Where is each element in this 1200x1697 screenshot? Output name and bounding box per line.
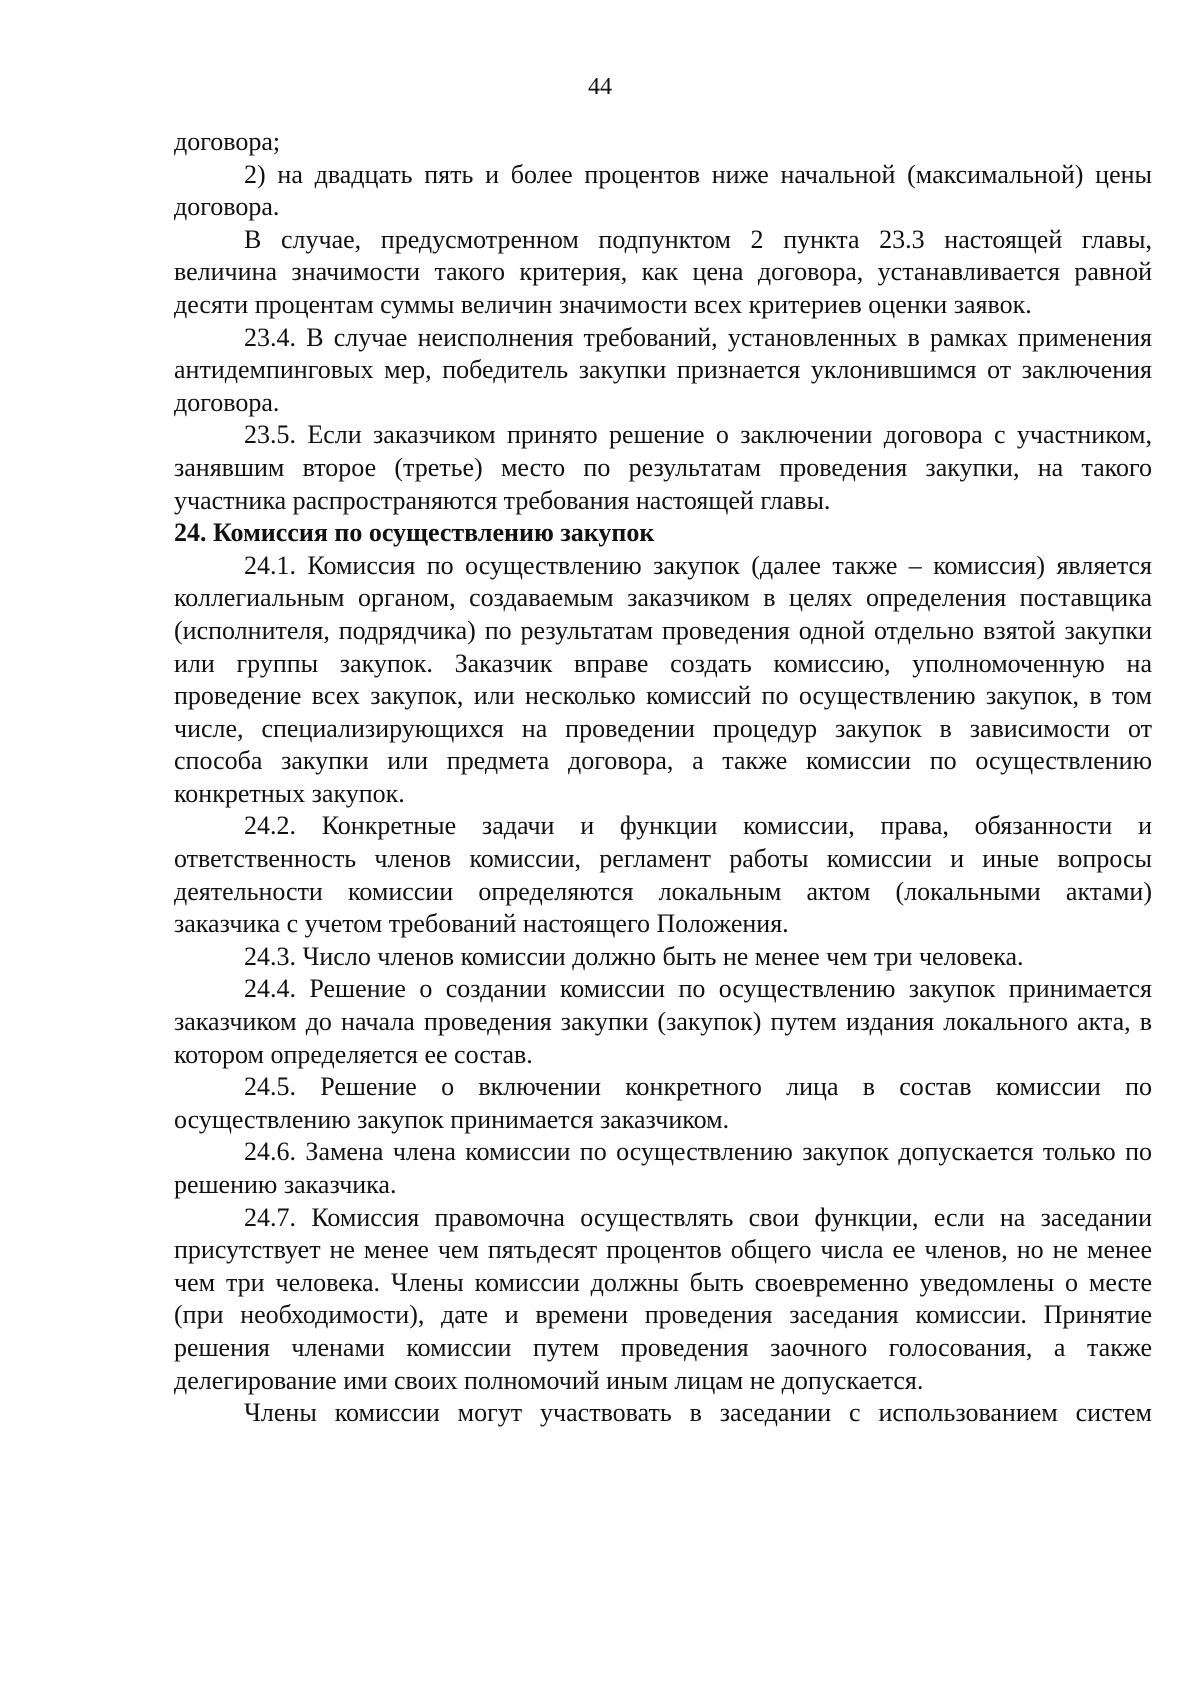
paragraph-23-5: 23.5. Если заказчиком принято решение о заключении договора с участником, занявшим второе (третье) место по результатам проведения закупки, на такого участника распространяются требования настоящей главы. (174, 420, 1152, 515)
paragraph-subitem-2: 2) на двадцать пять и более процентов ниже начальной (максимальной) цены договора. (174, 159, 1152, 222)
page-number: 44 (588, 74, 612, 100)
paragraph-24-6: 24.6. Замена члена комиссии по осуществлению закупок допускается только по решению заказчика. (174, 1137, 1152, 1199)
paragraph-remote-participation: Члены комиссии могут участвовать в заседании с использованием систем (244, 1398, 1152, 1428)
paragraph-24-3: 24.3. Число членов комиссии должно быть не менее чем три человека. (244, 941, 1024, 971)
document-body (174, 126, 1152, 1430)
paragraph-24-7: 24.7. Комиссия правомочна осуществлять свои функции, если на заседании присутствует не менее чем пятьдесят процентов общего числа ее членов, но не менее чем три человека. Члены комиссии должны быть своевременно уведомлены о месте (при необходимости), дате и времени проведения заседания комиссии. Принятие решения членами комиссии путем проведения заочного голосования, а также делегирование ими своих полномочий иным лицам не допускается. (174, 1202, 1152, 1395)
paragraph-24-4: 24.4. Решение о создании комиссии по осуществлению закупок принимается заказчиком до начала проведения закупки (закупок) путем издания локального акта, в котором определяется ее состав. (174, 974, 1152, 1069)
section-title-24: 24. Комиссия по осуществлению закупок (174, 518, 655, 548)
paragraph-24-2: 24.2. Конкретные задачи и функции комиссии, права, обязанности и ответственность членов комиссии, регламент работы комиссии и иные вопросы деятельности комиссии определяются локальным актом (локальными актами) заказчика с учетом требований настоящего Положения. (174, 811, 1152, 939)
paragraph-price-weight: В случае, предусмотренном подпунктом 2 пункта 23.3 настоящей главы, величина значимости такого критерия, как цена договора, устанавливается равной десяти процентам суммы величин значимости всех критериев оценки заявок. (174, 224, 1152, 319)
paragraph-24-5: 24.5. Решение о включении конкретного лица в состав комиссии по осуществлению закупок принимается заказчиком. (174, 1072, 1152, 1134)
paragraph-continuation: договора; (174, 127, 281, 156)
paragraph-24-1: 24.1. Комиссия по осуществлению закупок (далее также – комиссия) является коллегиальным органом, создаваемым заказчиком в целях определения поставщика (исполнителя, подрядчика) по результатам проведения одной отдельно взятой закупки или группы закупок. Заказчик вправе создать комиссию, уполномоченную на проведение всех закупок, или несколько комиссий по осуществлению закупок, в том числе, специализирующихся на проведении процедур закупок в зависимости от способа закупки или предмета договора, а также комиссии по осуществлению конкретных закупок. (174, 550, 1152, 808)
paragraph-23-4: 23.4. В случае неисполнения требований, установленных в рамках применения антидемпинговых мер, победитель закупки признается уклонившимся от заключения договора. (174, 322, 1152, 417)
